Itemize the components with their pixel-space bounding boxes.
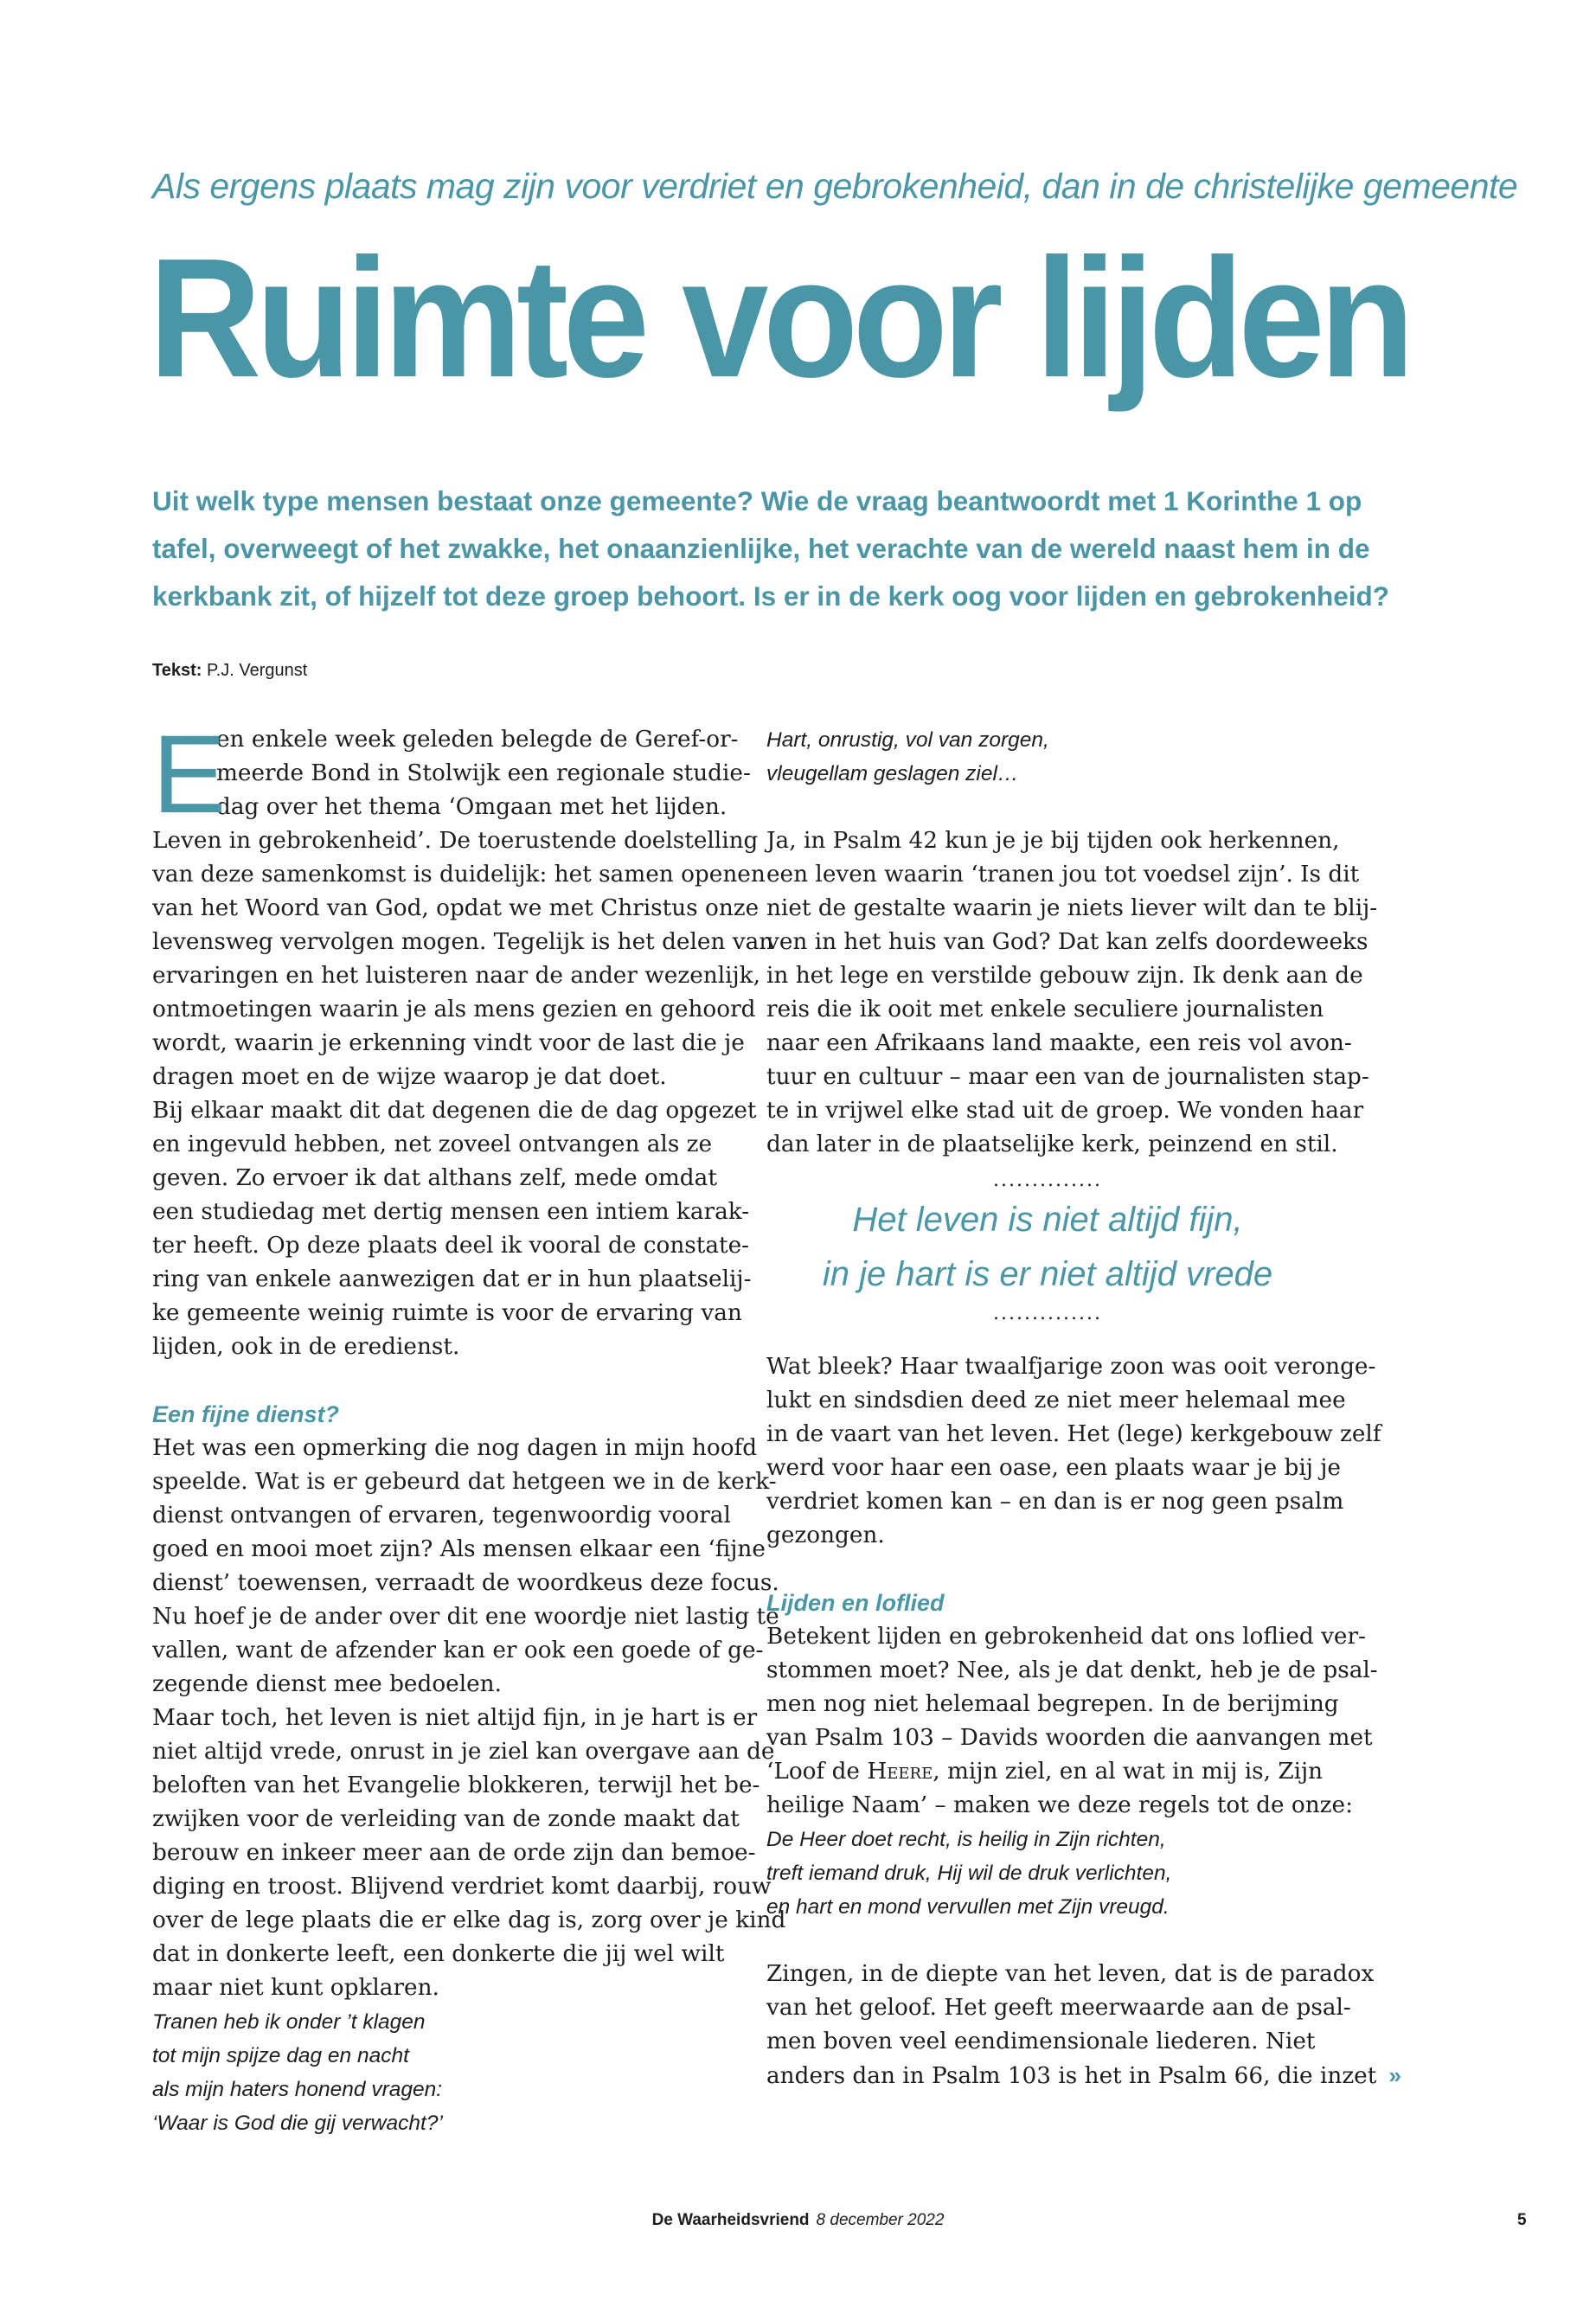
subheading: Lijden en loflied <box>766 1590 945 1616</box>
subheading: Een fijne dienst? <box>152 1401 340 1427</box>
text-line: levensweg vervolgen mogen. Tegelijk is het delen van <box>152 929 774 955</box>
article-column-left <box>152 713 786 2140</box>
credit-author: P.J. Vergunst <box>206 661 308 680</box>
text-line: Leven in gebrokenheid’. De toerustende doelstelling <box>152 828 759 854</box>
verse-line: Hart, onrustig, vol van zorgen, <box>766 728 1049 752</box>
text-line: te in vrijwel elke stad uit de groep. We vonden haar <box>766 1098 1364 1124</box>
text-line <box>766 2059 1401 2093</box>
text-line: tuur en cultuur – maar een van de journalisten stap- <box>766 1064 1369 1090</box>
text-line: Nu hoef je de ander over dit ene woordje niet lastig te <box>152 1604 779 1630</box>
text-line: ring van enkele aanwezigen dat er in hun plaatselij- <box>152 1266 752 1292</box>
text-line: niet de gestalte waarin je niets liever wilt dan te blij- <box>766 895 1378 921</box>
verse-line: De Heer doet recht, is heilig in Zijn richten, <box>766 1828 1166 1851</box>
text-line: een studiedag met dertig mensen een intiem karak- <box>152 1199 750 1225</box>
page-footer <box>0 2211 1596 2230</box>
text-line: geven. Zo ervoer ik dat althans zelf, mede omdat <box>152 1165 717 1191</box>
headline: Ruimte voor lijden <box>149 223 1410 413</box>
paragraph <box>152 824 774 1364</box>
verse-quote <box>766 723 1329 791</box>
text-line: naar een Afrikaans land maakte, een reis vol avon- <box>766 1030 1352 1056</box>
divine-name: Heere <box>867 1759 933 1785</box>
verse-line: treft iemand druk, Hij wil de druk verlichten, <box>766 1862 1172 1885</box>
verse-line: als mijn haters honend vragen: <box>152 2078 443 2101</box>
text-line: diging en troost. Blijvend verdriet komt daarbij, rouw <box>152 1874 772 1900</box>
kicker: Als ergens plaats mag zijn voor verdriet en gebrokenheid, dan in de christelijke gemeente <box>152 166 1518 206</box>
text-line: en enkele week geleden belegde de Geref-or- <box>216 727 739 753</box>
page-number: 5 <box>1517 2211 1527 2229</box>
text-line: en ingevuld hebben, net zoveel ontvangen als ze <box>152 1131 713 1157</box>
pull-quote-line: in je hart is er niet altijd vrede <box>822 1255 1273 1293</box>
text-line: ke gemeente weinig ruimte is voor de ervaring van <box>152 1300 742 1326</box>
text-fragment: , mijn ziel, en al wat in mij is, Zijn <box>933 1759 1324 1785</box>
paragraph <box>766 824 1378 1162</box>
paragraph <box>766 1350 1381 1553</box>
lead-paragraph <box>152 478 1502 620</box>
text-line: lukt en sindsdien deed ze niet meer helemaal mee <box>766 1388 1346 1413</box>
text-line: wordt, waarin je erkenning vindt voor de last die je <box>152 1030 745 1056</box>
text-line: verdriet komen kan – en dan is er nog geen psalm <box>766 1489 1344 1515</box>
text-fragment: ‘Loof de <box>766 1759 868 1785</box>
text-line: van Psalm 103 – Davids woorden die aanvangen met <box>766 1725 1373 1751</box>
text-line: een leven waarin ‘tranen jou tot voedsel zijn’. Is dit <box>766 862 1360 888</box>
text-line: Zingen, in de diepte van het leven, dat is de paradox <box>766 1961 1375 1987</box>
text-line: Betekent lijden en gebrokenheid dat ons loflied ver- <box>766 1624 1366 1650</box>
intro-block <box>152 713 751 836</box>
text-line: vallen, want de afzender kan er ook een goede of ge- <box>152 1638 764 1663</box>
text-line: Ja, in Psalm 42 kun je je bij tijden ook herkennen, <box>766 828 1340 854</box>
verse-line: ‘Waar is God die gij verwacht?’ <box>152 2112 443 2135</box>
pull-quote-divider: .............. <box>993 1303 1102 1324</box>
credit-label: Tekst: <box>152 661 202 680</box>
text-line: dienst ontvangen of ervaren, tegenwoordig vooral <box>152 1503 731 1529</box>
text-line <box>766 1755 1329 1789</box>
text-line: zwijken voor de verleiding van de zonde maakt dat <box>152 1806 740 1832</box>
pull-quote-divider: .............. <box>993 1170 1102 1191</box>
drop-cap: E <box>152 713 227 836</box>
lead-line: Uit welk type mensen bestaat onze gemeente? Wie de vraag beantwoordt met 1 Korinthe 1 op <box>152 485 1362 516</box>
lead-line: tafel, overweegt of het zwakke, het onaanzienlijke, het verachte van de wereld naast hem in de <box>152 533 1370 564</box>
verse-quote <box>152 2005 715 2140</box>
text-line: ervaringen en het luisteren naar de ander wezenlijk, <box>152 963 760 989</box>
continue-arrow-icon: » <box>1388 2062 1401 2088</box>
text-line: Wat bleek? Haar twaalfjarige zoon was ooit veronge- <box>766 1354 1376 1380</box>
paragraph <box>766 1620 1378 1823</box>
text-line: meerde Bond in Stolwijk een regionale studie- <box>216 760 751 786</box>
text-line: over de lege plaats die er elke dag is, zorg over je kind <box>152 1907 786 1933</box>
text-line: speelde. Wat is er gebeurd dat hetgeen we in de kerk- <box>152 1469 777 1495</box>
text-line: heilige Naam’ – maken we deze regels tot de onze: <box>766 1792 1353 1818</box>
text-line: men nog niet helemaal begrepen. In de berijming <box>766 1691 1339 1717</box>
text-line: zegende dienst mee bedoelen. <box>152 1671 502 1697</box>
text-line: goed en mooi moet zijn? Als mensen elkaar een ‘fijne <box>152 1536 766 1562</box>
text-line: Het was een opmerking die nog dagen in mijn hoofd <box>152 1435 758 1461</box>
text-line: Maar toch, het leven is niet altijd fijn, in je hart is er <box>152 1705 758 1731</box>
text-line: dan later in de plaatselijke kerk, peinzend en stil. <box>766 1131 1338 1157</box>
text-line: men boven veel eendimensionale liederen. Niet <box>766 2029 1316 2054</box>
text-line: lijden, ook in de eredienst. <box>152 1334 460 1360</box>
publication-name: De Waarheidsvriend <box>651 2211 810 2229</box>
paragraph <box>152 1432 786 2005</box>
text-line: dat in donkerte leeft, een donkerte die jij wel wilt <box>152 1941 725 1967</box>
verse-line: Tranen heb ik onder ’t klagen <box>152 2010 426 2034</box>
text-line: dienst’ toewensen, verraadt de woordkeus deze focus. <box>152 1570 779 1596</box>
issue-date: 8 december 2022 <box>816 2211 945 2229</box>
pull-quote-line: Het leven is niet altijd fijn, <box>852 1201 1243 1239</box>
verse-line: tot mijn spijze dag en nacht <box>152 2044 409 2067</box>
text-line: beloften van het Evangelie blokkeren, terwijl het be- <box>152 1772 760 1798</box>
text-fragment: anders dan in Psalm 103 is het in Psalm 66, die inzet <box>766 2063 1377 2089</box>
author-credit <box>152 661 307 681</box>
text-line: niet altijd vrede, onrust in je ziel kan overgave aan de <box>152 1739 775 1765</box>
text-line: berouw en inkeer meer aan de orde zijn dan bemoe- <box>152 1840 756 1866</box>
article-column-right <box>766 723 1401 2093</box>
text-line: stommen moet? Nee, als je dat denkt, heb je de psal- <box>766 1657 1378 1683</box>
text-line: dag over het thema ‘Omgaan met het lijden. <box>216 794 727 820</box>
text-line: werd voor haar een oase, een plaats waar je bij je <box>766 1455 1341 1481</box>
verse-line: vleugellam geslagen ziel… <box>766 762 1019 785</box>
text-line: gezongen. <box>766 1522 885 1548</box>
pull-quote <box>766 1169 1329 1326</box>
text-line: van deze samenkomst is duidelijk: het samen openen <box>152 862 766 888</box>
text-line: ven in het huis van God? Dat kan zelfs doordeweeks <box>766 929 1368 955</box>
text-line: in het lege en verstilde gebouw zijn. Ik denk aan de <box>766 963 1363 989</box>
lead-line: kerkbank zit, of hijzelf tot deze groep behoort. Is er in de kerk oog voor lijden en gebrokenheid? <box>152 580 1389 612</box>
text-line: ontmoetingen waarin je als mens gezien en gehoord <box>152 997 756 1022</box>
text-line: dragen moet en de wijze waarop je dat doet. <box>152 1064 667 1090</box>
verse-quote <box>766 1823 1329 1924</box>
text-line: van het Woord van God, opdat we met Christus onze <box>152 895 760 921</box>
text-line: ter heeft. Op deze plaats deel ik vooral de constate- <box>152 1233 750 1259</box>
text-line: reis die ik ooit met enkele seculiere journalisten <box>766 997 1324 1022</box>
text-line: Bij elkaar maakt dit dat degenen die de dag opgezet <box>152 1098 757 1124</box>
text-line: van het geloof. Het geeft meerwaarde aan de psal- <box>766 1995 1351 2021</box>
verse-line: en hart en mond vervullen met Zijn vreugd. <box>766 1895 1170 1919</box>
paragraph <box>766 1958 1401 2093</box>
text-line: maar niet kunt opklaren. <box>152 1975 439 2001</box>
text-line: in de vaart van het leven. Het (lege) kerkgebouw zelf <box>766 1421 1381 1447</box>
